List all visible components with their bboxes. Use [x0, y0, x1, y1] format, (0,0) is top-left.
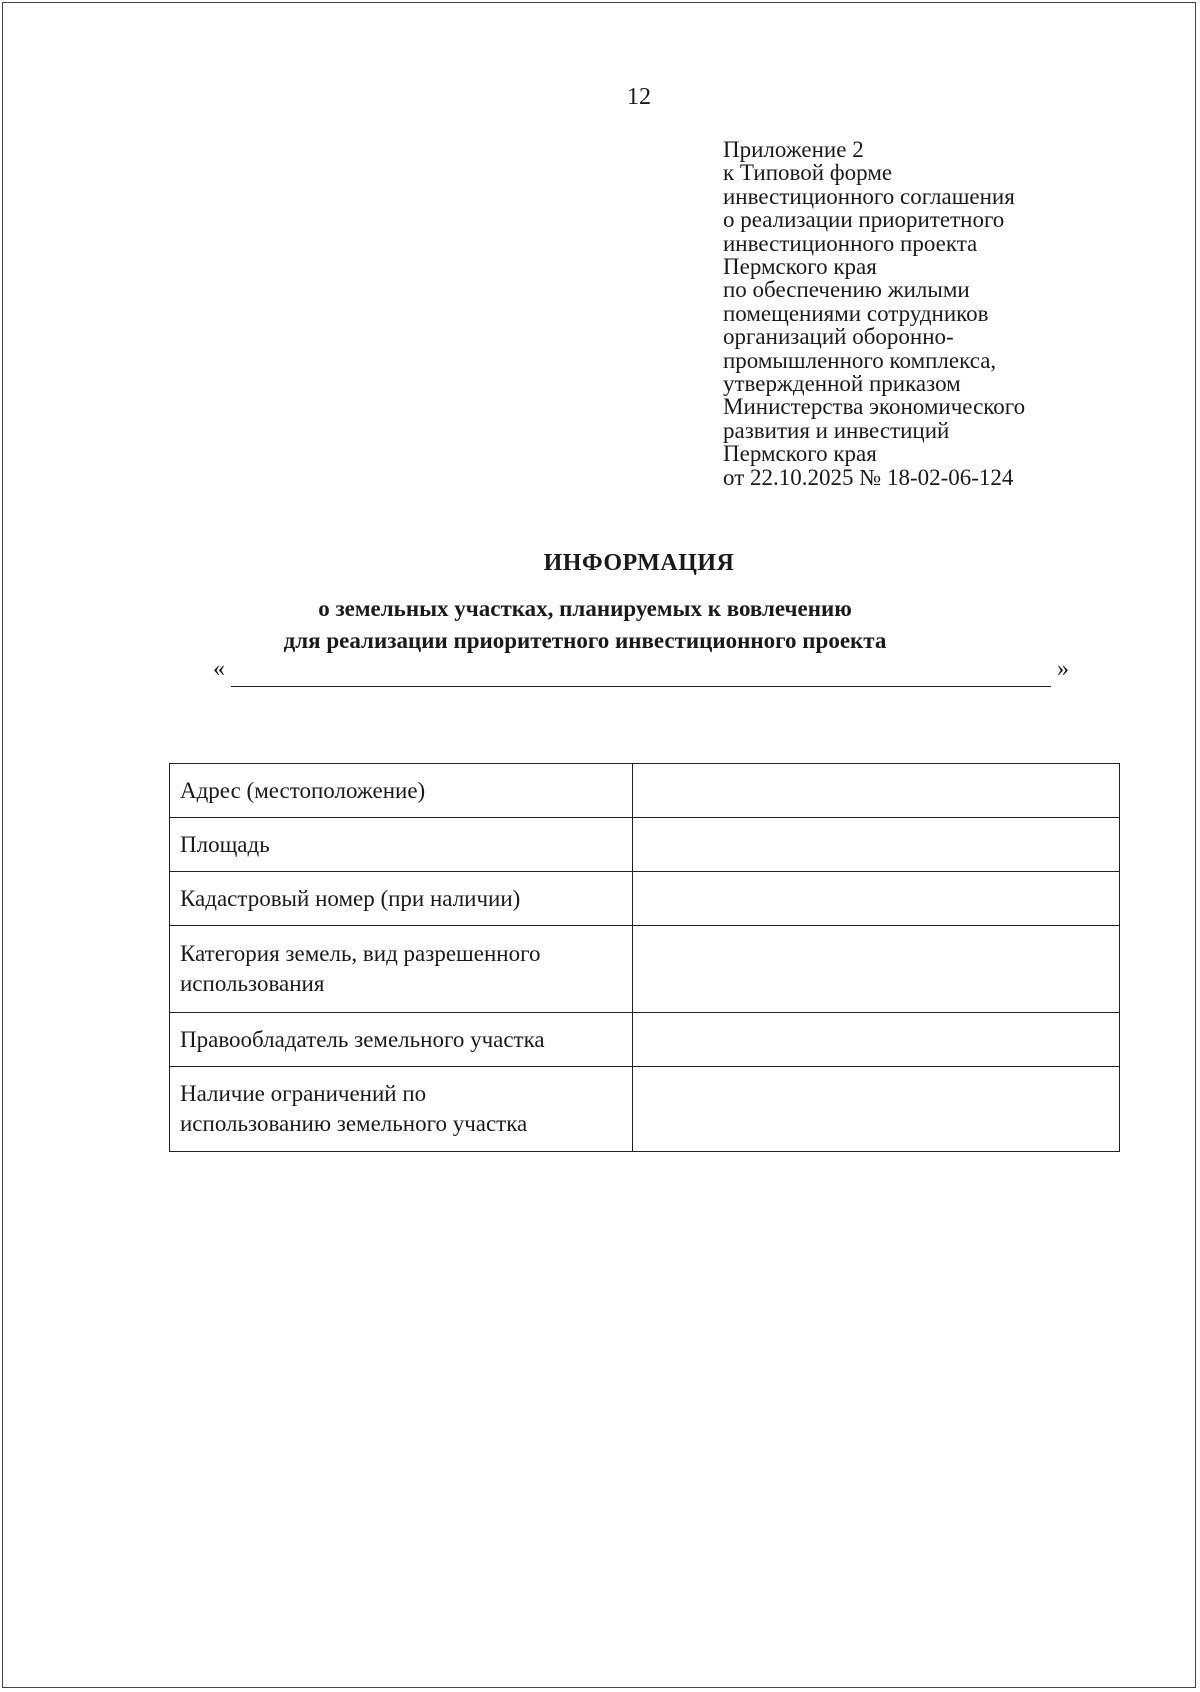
close-quote: »: [1057, 656, 1069, 682]
label-line: использования: [180, 971, 325, 996]
appendix-line: инвестиционного проекта: [723, 230, 978, 256]
land-plot-info-table: [169, 763, 1120, 1152]
label-line: Категория земель, вид разрешенного: [180, 941, 541, 966]
project-name-blank-line: [231, 680, 1051, 687]
table-row: [170, 872, 1120, 926]
appendix-line: промышленного комплекса,: [723, 347, 997, 373]
row-value-cell: [633, 1013, 1120, 1067]
appendix-line: к Типовой форме: [723, 160, 893, 186]
label-line: использованию земельного участка: [180, 1111, 528, 1136]
label-line: Адрес (местоположение): [180, 777, 426, 803]
row-value-cell: [633, 926, 1120, 1013]
table-row: [170, 926, 1120, 1013]
row-label: [170, 764, 633, 818]
row-value-cell: [633, 818, 1120, 872]
appendix-line: по обеспечению жилыми: [723, 277, 970, 303]
label-line: Кадастровый номер (при наличии): [180, 885, 521, 911]
row-value-cell: [633, 872, 1120, 926]
label-line: Правообладатель земельного участка: [180, 1026, 545, 1052]
appendix-line: от 22.10.2025 № 18-02-06-124: [723, 464, 1014, 490]
label-line: Площадь: [180, 831, 270, 857]
row-label: [170, 926, 633, 1013]
table-row: [170, 818, 1120, 872]
page-number: 12: [627, 84, 651, 110]
appendix-reference: [723, 138, 1183, 489]
appendix-line: Министерства экономического: [723, 394, 1026, 420]
document-title: ИНФОРМАЦИЯ: [543, 550, 735, 576]
document-subtitle: [0, 593, 1170, 657]
appendix-line: Приложение 2: [723, 137, 864, 162]
appendix-line: помещениями сотрудников: [723, 300, 989, 326]
appendix-line: утвержденной приказом: [723, 371, 961, 397]
label-line: Наличие ограничений по: [180, 1081, 427, 1106]
subtitle-line: для реализации приоритетного инвестиционного проекта: [283, 628, 887, 653]
row-label: [170, 1013, 633, 1067]
table-row: [170, 764, 1120, 818]
table-row: [170, 1013, 1120, 1067]
appendix-line: развития и инвестиций: [723, 417, 950, 443]
appendix-line: Пермского края: [723, 441, 877, 467]
appendix-line: организаций оборонно-: [723, 324, 954, 350]
appendix-line: инвестиционного соглашения: [723, 183, 1015, 209]
row-label: [170, 872, 633, 926]
project-name-field: [213, 654, 1069, 688]
table-row: [170, 1067, 1120, 1152]
row-value-cell: [633, 764, 1120, 818]
open-quote: «: [213, 656, 225, 682]
row-label: [170, 818, 633, 872]
row-value-cell: [633, 1067, 1120, 1152]
appendix-line: о реализации приоритетного: [723, 207, 1005, 233]
row-label: [170, 1067, 633, 1152]
appendix-line: Пермского края: [723, 254, 877, 280]
subtitle-line: о земельных участках, планируемых к вовлечению: [318, 596, 852, 621]
